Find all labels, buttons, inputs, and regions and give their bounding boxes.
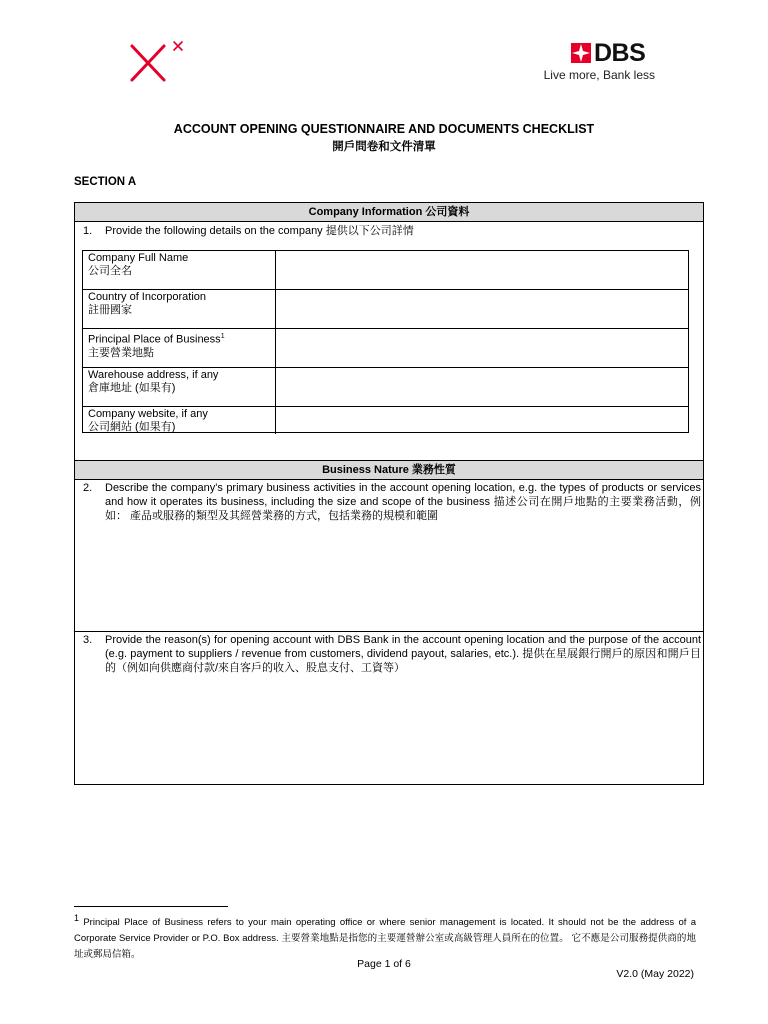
footnote-mark: 1 <box>74 913 80 923</box>
country-of-incorporation-label <box>83 290 276 328</box>
label-cn: 公司全名 <box>88 265 132 277</box>
company-info-heading: Company Information 公司資料 <box>75 203 703 222</box>
label-en: Country of Incorporation <box>88 291 207 303</box>
document-title: ACCOUNT OPENING QUESTIONNAIRE AND DOCUMENTS CHECKLIST <box>173 122 595 136</box>
business-nature-heading: Business Nature 業務性質 <box>75 460 703 480</box>
question-3-number: 3. <box>83 634 93 646</box>
principal-place-of-business-field[interactable] <box>277 329 688 367</box>
document-title-cn: 開戶問卷和文件清單 <box>332 141 436 153</box>
principal-place-of-business-label <box>83 329 276 367</box>
question-1-text: Provide the following details on the company 提供以下公司詳情 <box>105 225 414 237</box>
label-cn: 公司網站 (如果有) <box>88 421 176 433</box>
table-row <box>83 329 688 368</box>
question-2-number: 2. <box>83 482 93 494</box>
dbs-star-icon <box>570 42 592 64</box>
table-row <box>83 251 688 290</box>
label-en: Warehouse address, if any <box>88 369 219 381</box>
section-label: SECTION A <box>74 176 137 188</box>
question-1-number: 1. <box>83 225 93 237</box>
label-cn: 倉庫地址 (如果有) <box>88 382 176 394</box>
brand-name: DBS <box>594 39 646 67</box>
country-of-incorporation-field[interactable] <box>277 290 688 328</box>
label-en <box>88 330 275 347</box>
question-3-text: Provide the reason(s) for opening account with DBS Bank in the account opening location and the purpose of the account (e.g. payment to suppliers / revenue from customers, dividend payout, salaries, etc.). 提供在星展銀行開戶的原因和開戶目的（例如向供應商付款/來自客戶的收入、股息支付、工資等） <box>105 634 701 674</box>
footnote-text: Principal Place of Business refers to your main operating office or where senior management is located. It should not be the address of a Corporate Service Provider or P.O. Box address. 主要營業地點是指您的主要運營辦公室或高級管理人員所在的位置。 它不應是公司服務提供商的地址或郵局信箱。 <box>74 917 696 961</box>
company-website-field[interactable] <box>277 407 688 434</box>
footnote <box>74 910 696 963</box>
company-details-table <box>82 250 689 433</box>
footnote-rule <box>74 906 228 907</box>
company-website-label <box>83 407 276 434</box>
warehouse-address-label <box>83 368 276 406</box>
page-number: Page 1 of 6 <box>357 958 411 970</box>
label-cn: 註冊國家 <box>88 304 132 316</box>
table-row <box>83 290 688 329</box>
dbs-logo <box>543 39 660 84</box>
questionnaire-table <box>74 202 704 785</box>
version-label: V2.0 (May 2022) <box>616 968 694 980</box>
label-en-text: Principal Place of Business <box>88 333 221 346</box>
warehouse-address-field[interactable] <box>277 368 688 406</box>
divider <box>75 631 703 632</box>
footnote-ref: 1 <box>220 333 225 340</box>
company-full-name-label <box>83 251 276 289</box>
label-cn: 主要營業地點 <box>88 346 154 359</box>
x-logo-icon <box>128 40 188 84</box>
table-row <box>83 368 688 407</box>
question-2-text: Describe the company's primary business activities in the account opening location, e.g. the types of products or services and how it operates its business, including the size and scope of the business 描述公司在開戶地點的主要業務活動，例如： 產品或服務的類型及其經營業務的方式，包括業務的規模和範圍 <box>105 482 701 522</box>
label-en: Company Full Name <box>88 252 189 264</box>
brand-tagline: Live more, Bank less <box>543 68 655 82</box>
company-full-name-field[interactable] <box>277 251 688 289</box>
label-en: Company website, if any <box>88 408 208 420</box>
table-row <box>83 407 688 434</box>
